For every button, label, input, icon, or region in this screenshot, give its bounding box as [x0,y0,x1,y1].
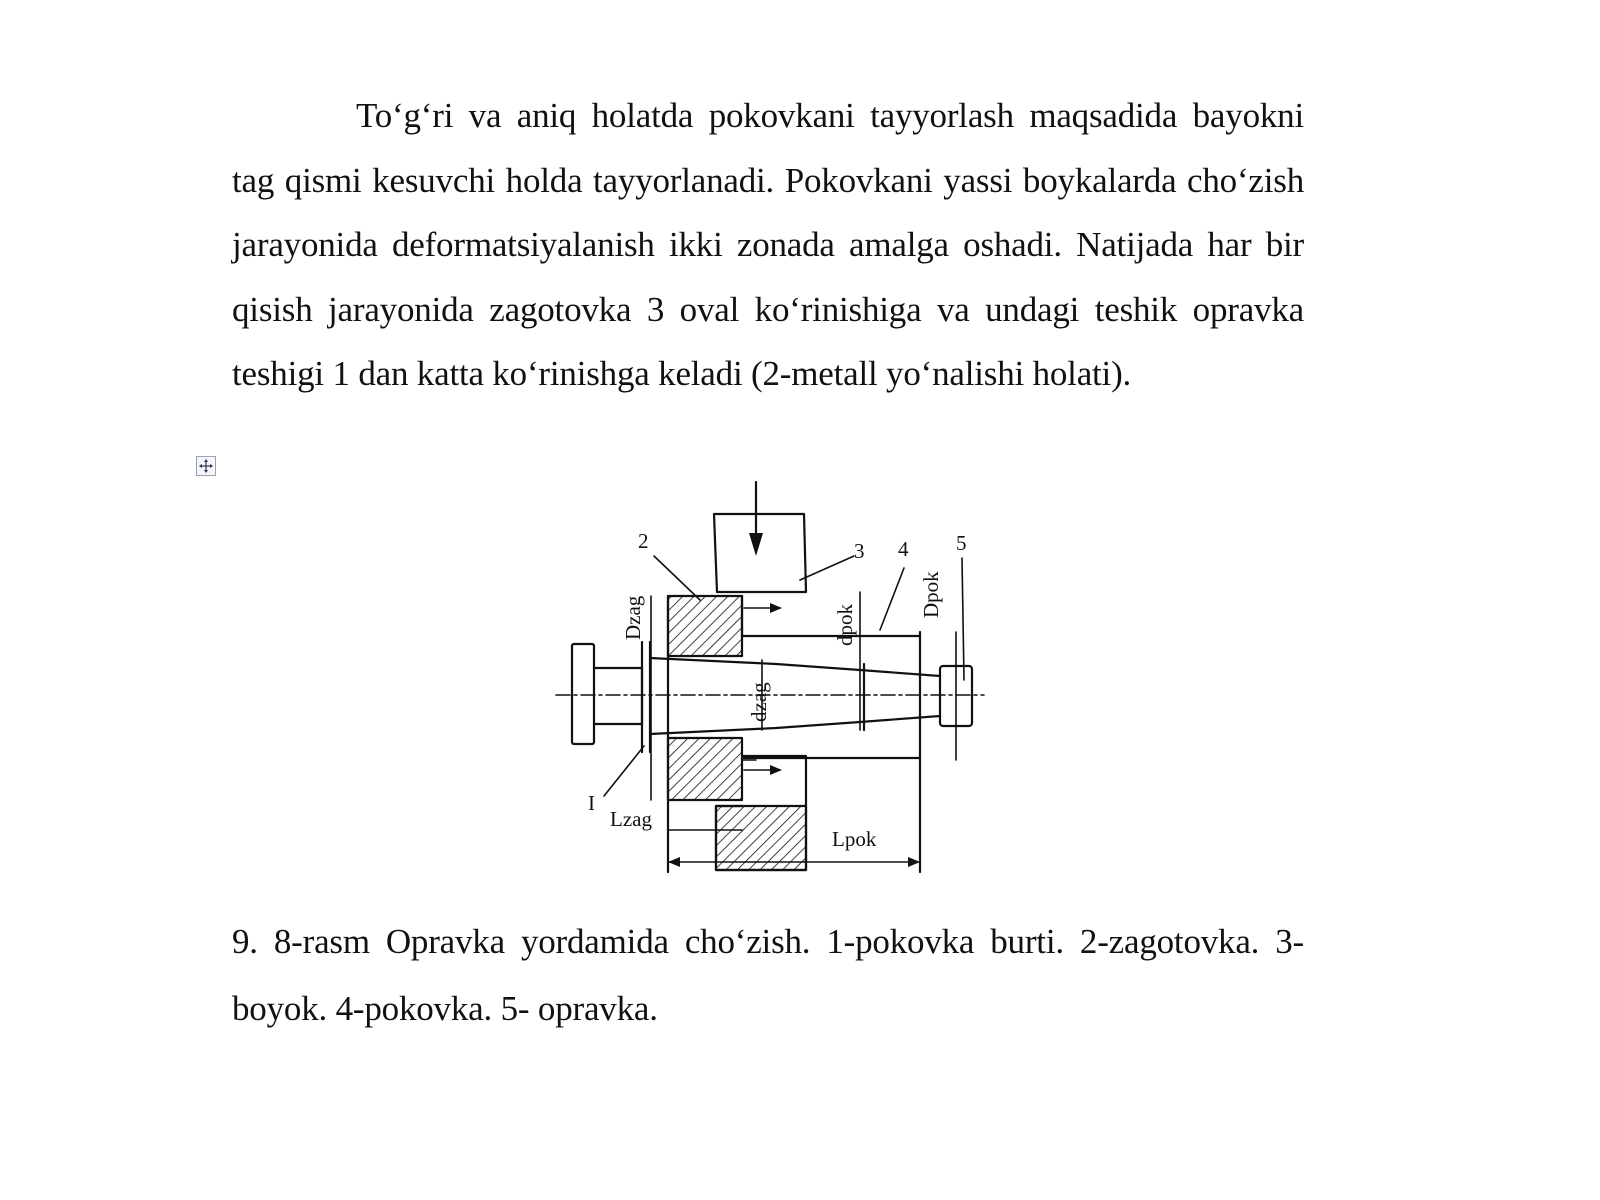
upper-die [714,482,806,592]
mandrel [572,642,972,752]
label-blank-inner-diameter: dzag [747,682,771,722]
label-part-1: I [588,791,595,815]
figure-caption: 9. 8-rasm Opravka yordamida cho‘zish. 1-pokovka burti. 2-zagotovka. 3-boyok. 4-pokovka. 5- opravka. [232,922,1304,1028]
table-move-handle-icon[interactable] [196,456,216,476]
label-forging-length: Lpok [832,827,877,851]
label-forging-outer-diameter: Dpok [919,571,943,618]
label-part-5: 5 [956,531,967,555]
label-part-3: 3 [854,539,865,563]
label-blank-length: Lzag [610,807,652,831]
lower-blank-hatch [668,738,742,800]
body-paragraph: To‘g‘ri va aniq holatda pokovkani tayyorlash maqsadida bayokni tag qismi kesuvchi holda tayyorlanadi. Pokovkani yassi boykalarda cho‘zish jarayonida deformatsiyalanish ikki zonada amalga oshadi. Natijada har bir qisish jarayonida zagotovka 3 oval ko‘rinishiga va undagi teshik opravka teshigi 1 dan katta ko‘rinishga keladi (2-metall yo‘nalishi holati). [232,96,1304,393]
mandrel-drawing-diagram [548,474,988,882]
label-forging-inner-diameter: dpok [833,604,857,646]
label-blank-outer-diameter: Dzag [621,595,645,640]
upper-blank-hatch [668,596,742,656]
label-part-2: 2 [638,529,649,553]
label-part-4: 4 [898,537,909,561]
